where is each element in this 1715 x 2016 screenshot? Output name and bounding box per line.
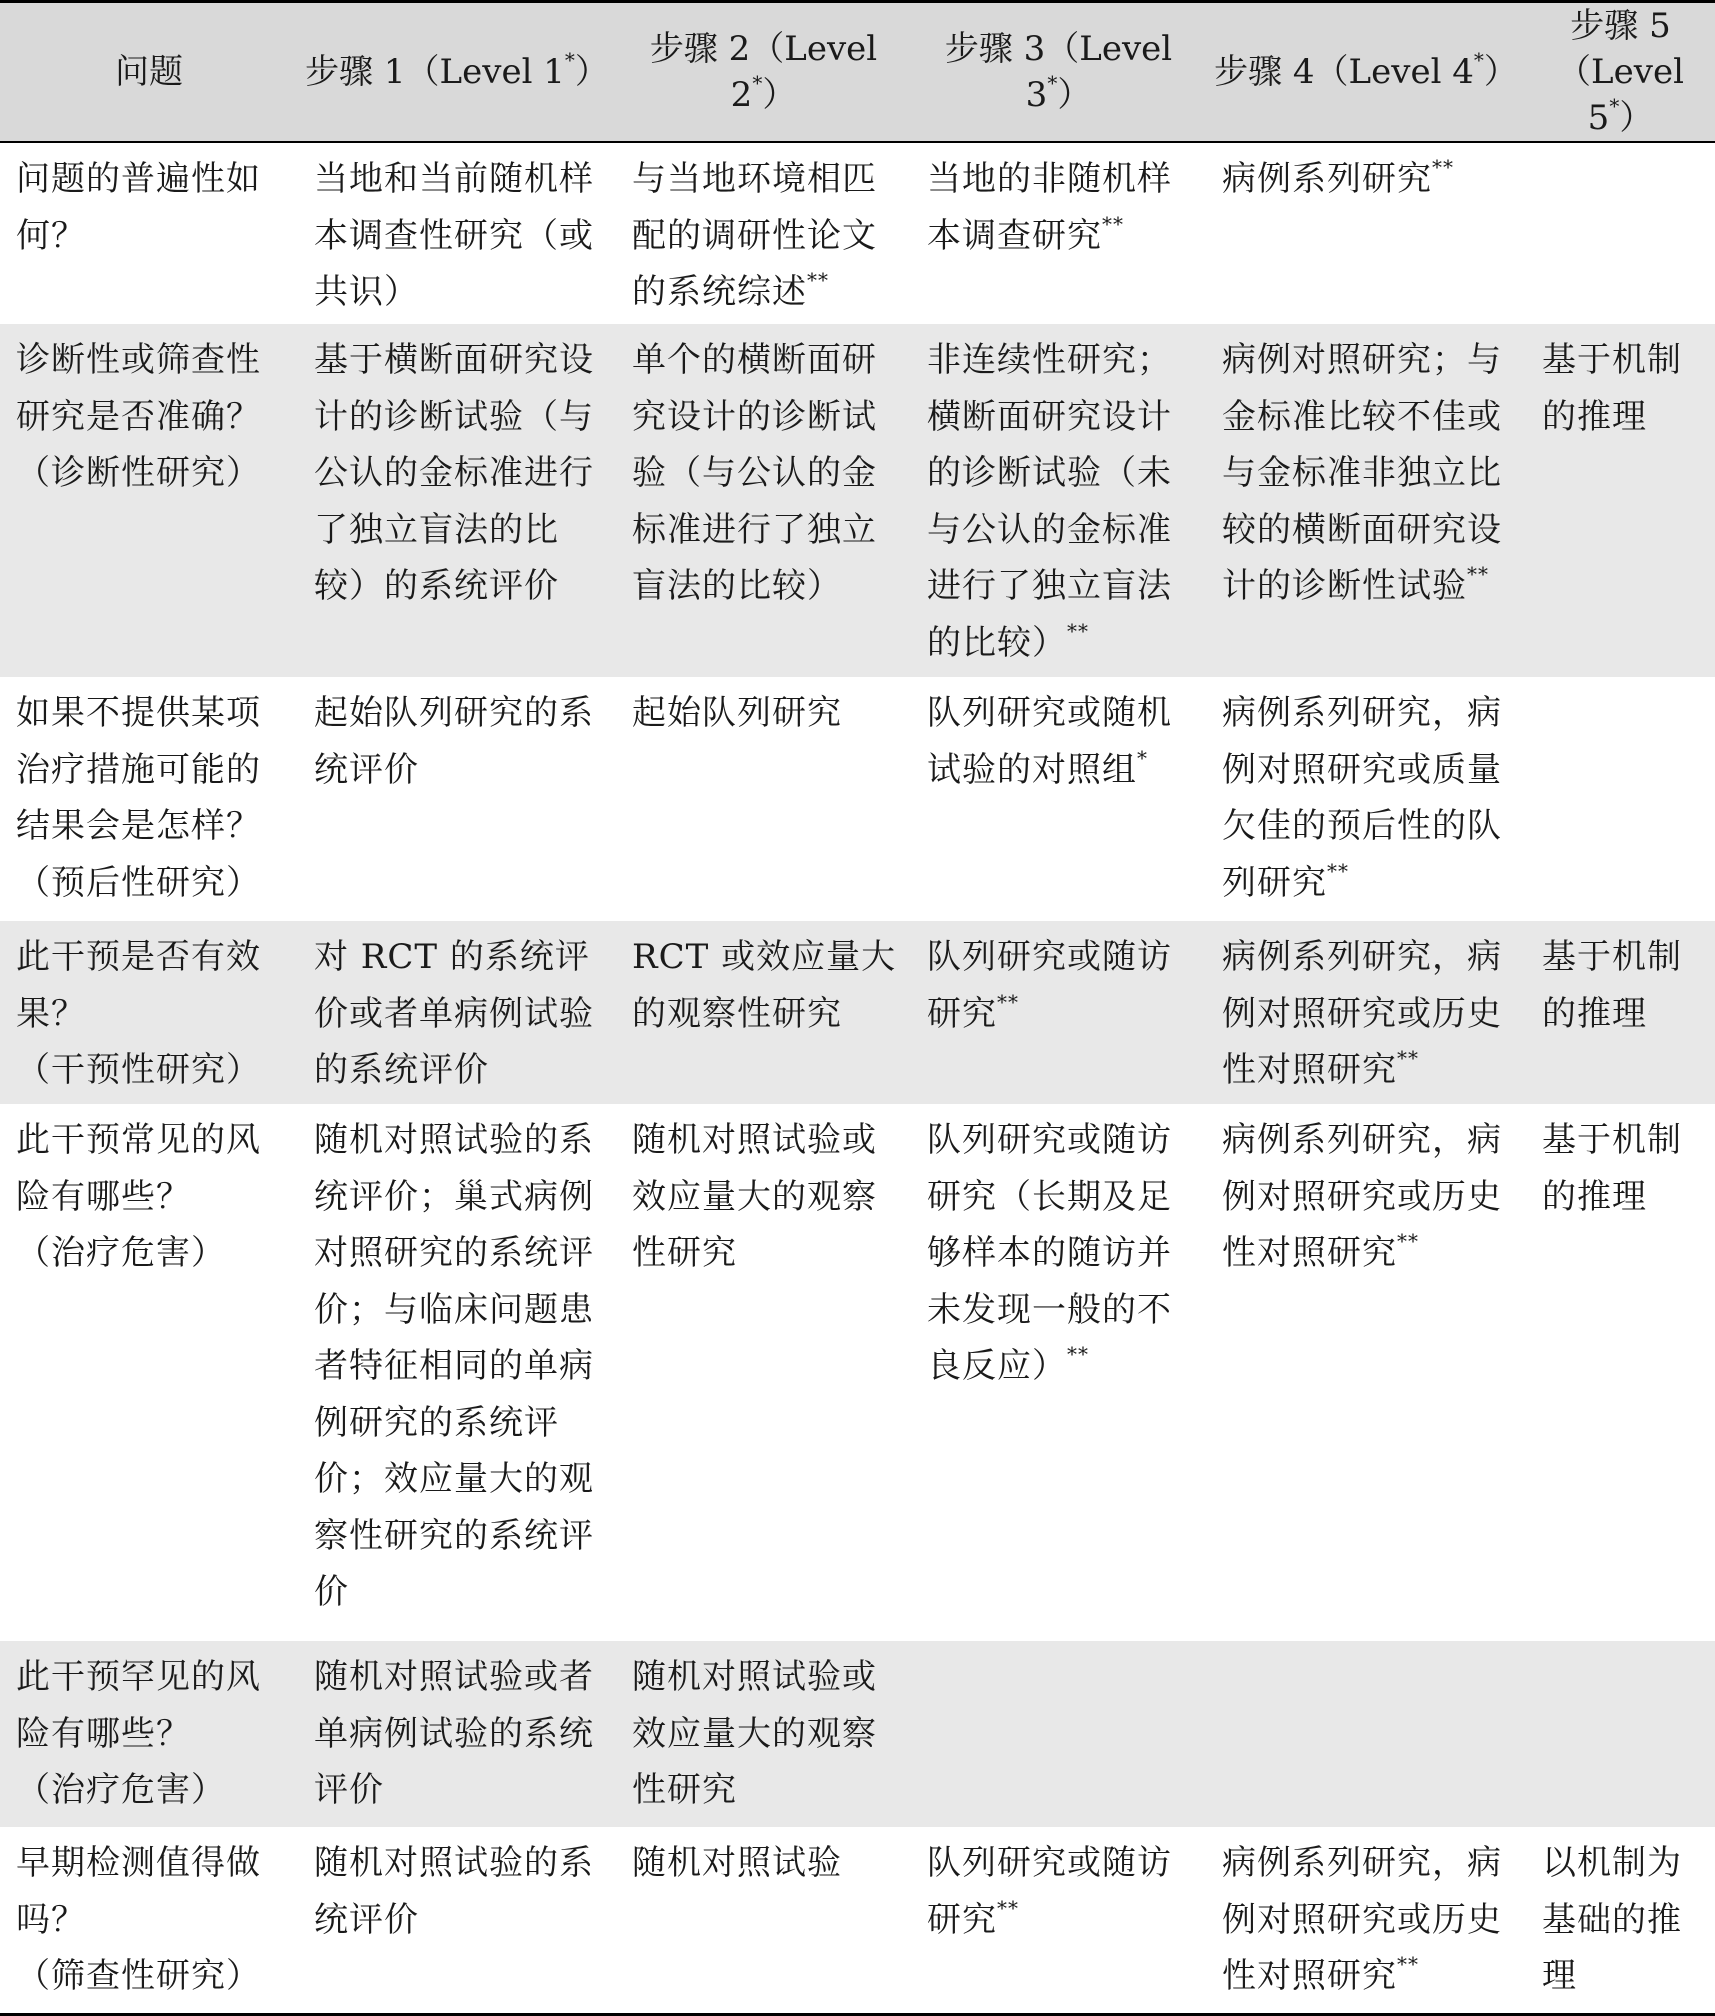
cell-question bbox=[0, 1827, 298, 2015]
cell-step4 bbox=[1206, 142, 1526, 324]
cell-step2 bbox=[616, 324, 911, 677]
step1-text: 随机对照试验或者单病例试验的系统评价 bbox=[314, 1657, 594, 1810]
header-step3-star: * bbox=[1047, 71, 1058, 95]
step2-text: 与当地环境相匹配的调研性论文的系统综述 bbox=[632, 159, 877, 312]
question-text: 此干预罕见的风险有哪些？ bbox=[16, 1657, 261, 1754]
cell-question bbox=[0, 1104, 298, 1641]
cell-step5 bbox=[1526, 324, 1715, 677]
header-step4-label: 步骤 4（Level 4 bbox=[1214, 52, 1474, 92]
header-row bbox=[0, 2, 1715, 143]
step4-footnote-mark: ** bbox=[1397, 1046, 1419, 1070]
table-row bbox=[0, 324, 1715, 677]
cell-step4 bbox=[1206, 1641, 1526, 1827]
header-step5-close: ） bbox=[1619, 98, 1654, 138]
table-row bbox=[0, 921, 1715, 1104]
step5-text: 基于机制的推理 bbox=[1542, 937, 1682, 1034]
cell-question bbox=[0, 921, 298, 1104]
step3-footnote-mark: ** bbox=[997, 1895, 1019, 1920]
header-step5-line1: 步骤 5 bbox=[1570, 6, 1671, 46]
step3-footnote-mark: ** bbox=[997, 989, 1019, 1014]
table-header bbox=[0, 2, 1715, 143]
cell-step4 bbox=[1206, 1104, 1526, 1641]
header-step5-star: * bbox=[1609, 94, 1620, 118]
header-step4-star: * bbox=[1473, 48, 1484, 72]
step3-footnote-mark: ** bbox=[1102, 211, 1124, 236]
question-category: （治疗危害） bbox=[16, 1233, 226, 1273]
question-text: 此干预是否有效果？ bbox=[16, 937, 261, 1034]
cell-step2 bbox=[616, 142, 911, 324]
cell-step3 bbox=[911, 324, 1206, 677]
step1-text: 当地和当前随机样本调查性研究（或共识） bbox=[314, 159, 594, 312]
question-category: （干预性研究） bbox=[16, 1050, 261, 1090]
step3-text: 当地的非随机样本调查研究 bbox=[927, 159, 1172, 256]
cell-step1 bbox=[298, 324, 616, 677]
step2-text: 单个的横断面研究设计的诊断试验（与公认的金标准进行了独立盲法的比较） bbox=[632, 340, 877, 606]
cell-question bbox=[0, 142, 298, 324]
step2-text: 随机对照试验或效应量大的观察性研究 bbox=[632, 1120, 877, 1273]
step4-footnote-mark: ** bbox=[1467, 562, 1489, 586]
cell-step4 bbox=[1206, 677, 1526, 921]
cell-step1 bbox=[298, 1104, 616, 1641]
cell-step2 bbox=[616, 1827, 911, 2015]
header-step1 bbox=[298, 2, 616, 143]
header-step2-star: * bbox=[752, 71, 763, 95]
step4-footnote-mark: ** bbox=[1397, 1229, 1419, 1253]
question-text: 此干预常见的风险有哪些？ bbox=[16, 1120, 261, 1217]
cell-step1 bbox=[298, 142, 616, 324]
cell-step2 bbox=[616, 1641, 911, 1827]
step1-text: 基于横断面研究设计的诊断试验（与公认的金标准进行了独立盲法的比较）的系统评价 bbox=[314, 340, 594, 606]
step4-text: 病例对照研究；与金标准比较不佳或与金标准非独立比较的横断面研究设计的诊断性试验 bbox=[1222, 340, 1502, 606]
step5-text: 基于机制的推理 bbox=[1542, 1120, 1682, 1217]
step3-text: 队列研究或随访研究 bbox=[927, 937, 1172, 1034]
cell-step3 bbox=[911, 142, 1206, 324]
step3-footnote-mark: * bbox=[1137, 745, 1148, 770]
step1-text: 起始队列研究的系统评价 bbox=[314, 693, 594, 790]
header-step2-label: 步骤 2（Level 2 bbox=[649, 29, 878, 115]
table-row bbox=[0, 142, 1715, 324]
step2-footnote-mark: ** bbox=[807, 268, 829, 292]
header-step3 bbox=[911, 2, 1206, 143]
step4-footnote-mark: ** bbox=[1327, 858, 1349, 883]
question-category: （筛查性研究） bbox=[16, 1956, 261, 1996]
question-text: 问题的普遍性如何？ bbox=[16, 159, 261, 256]
step4-text: 病例系列研究，病例对照研究或历史性对照研究 bbox=[1222, 1843, 1502, 1996]
header-step3-close: ） bbox=[1057, 75, 1092, 115]
header-step2 bbox=[616, 2, 911, 143]
cell-step5 bbox=[1526, 921, 1715, 1104]
question-category: （治疗危害） bbox=[16, 1770, 226, 1810]
header-step1-close: ） bbox=[574, 52, 609, 92]
step2-text: 随机对照试验 bbox=[632, 1843, 842, 1883]
cell-question bbox=[0, 677, 298, 921]
table-row bbox=[0, 1641, 1715, 1827]
step2-text: 起始队列研究 bbox=[632, 693, 842, 733]
question-category: （预后性研究） bbox=[16, 862, 261, 903]
question-category: （诊断性研究） bbox=[16, 453, 261, 493]
step4-footnote-mark: ** bbox=[1397, 1952, 1419, 1976]
header-step4-close: ） bbox=[1483, 52, 1518, 92]
step3-text: 队列研究或随访研究 bbox=[927, 1843, 1172, 1940]
step3-text: 队列研究或随访研究（长期及足够样本的随访并未发现一般的不良反应） bbox=[927, 1120, 1172, 1386]
header-step4 bbox=[1206, 2, 1526, 143]
step4-text: 病例系列研究 bbox=[1222, 159, 1432, 199]
cell-step2 bbox=[616, 677, 911, 921]
header-question-label: 问题 bbox=[115, 52, 183, 92]
question-text: 诊断性或筛查性研究是否准确？ bbox=[16, 340, 261, 437]
step2-text: 随机对照试验或效应量大的观察性研究 bbox=[632, 1657, 877, 1810]
header-step1-label: 步骤 1（Level 1 bbox=[305, 52, 565, 92]
cell-step1 bbox=[298, 677, 616, 921]
cell-step1 bbox=[298, 1827, 616, 2015]
cell-step4 bbox=[1206, 324, 1526, 677]
cell-step3 bbox=[911, 921, 1206, 1104]
header-question bbox=[0, 2, 298, 143]
header-step1-star: * bbox=[564, 48, 575, 72]
step4-text: 病例系列研究，病例对照研究或历史性对照研究 bbox=[1222, 937, 1502, 1090]
cell-step5 bbox=[1526, 677, 1715, 921]
cell-step4 bbox=[1206, 921, 1526, 1104]
cell-step4 bbox=[1206, 1827, 1526, 2015]
cell-step3 bbox=[911, 677, 1206, 921]
cell-step5 bbox=[1526, 1104, 1715, 1641]
step3-footnote-mark: ** bbox=[1067, 618, 1089, 643]
step3-text: 非连续性研究；横断面研究设计的诊断试验（未与公认的金标准进行了独立盲法的比较） bbox=[927, 340, 1172, 663]
header-step3-label: 步骤 3（Level 3 bbox=[944, 29, 1173, 115]
step3-footnote-mark: ** bbox=[1067, 1342, 1089, 1366]
cell-step3 bbox=[911, 1104, 1206, 1641]
step1-text: 对 RCT 的系统评价或者单病例试验的系统评价 bbox=[314, 937, 594, 1090]
cell-step5 bbox=[1526, 1641, 1715, 1827]
cell-step5 bbox=[1526, 142, 1715, 324]
header-step2-close: ） bbox=[762, 75, 797, 115]
step5-text: 以机制为基础的推理 bbox=[1542, 1843, 1682, 1996]
cell-question bbox=[0, 324, 298, 677]
cell-step1 bbox=[298, 1641, 616, 1827]
header-step5-line2: （Level 5 bbox=[1557, 52, 1684, 138]
cell-step5 bbox=[1526, 1827, 1715, 2015]
step4-footnote-mark: ** bbox=[1432, 155, 1454, 179]
question-text: 如果不提供某项治疗措施可能的结果会是怎样？ bbox=[16, 693, 261, 846]
cell-step2 bbox=[616, 921, 911, 1104]
step4-text: 病例系列研究，病例对照研究或历史性对照研究 bbox=[1222, 1120, 1502, 1273]
cell-step3 bbox=[911, 1827, 1206, 2015]
step2-text: RCT 或效应量大的观察性研究 bbox=[632, 937, 897, 1034]
table-row bbox=[0, 1104, 1715, 1641]
table-row bbox=[0, 1827, 1715, 2015]
cell-step3 bbox=[911, 1641, 1206, 1827]
cell-step2 bbox=[616, 1104, 911, 1641]
step1-text: 随机对照试验的系统评价；巢式病例对照研究的系统评价；与临床问题患者特征相同的单病例研究的系统评价；效应量大的观察性研究的系统评价 bbox=[314, 1120, 594, 1612]
step1-text: 随机对照试验的系统评价 bbox=[314, 1843, 594, 1940]
table-body bbox=[0, 142, 1715, 2015]
cell-step1 bbox=[298, 921, 616, 1104]
step4-text: 病例系列研究，病例对照研究或质量欠佳的预后性的队列研究 bbox=[1222, 693, 1502, 903]
cell-question bbox=[0, 1641, 298, 1827]
question-text: 早期检测值得做吗？ bbox=[16, 1843, 261, 1940]
header-step5 bbox=[1526, 2, 1715, 143]
step5-text: 基于机制的推理 bbox=[1542, 340, 1682, 437]
table-row bbox=[0, 677, 1715, 921]
step3-text: 队列研究或随机试验的对照组 bbox=[927, 693, 1172, 790]
